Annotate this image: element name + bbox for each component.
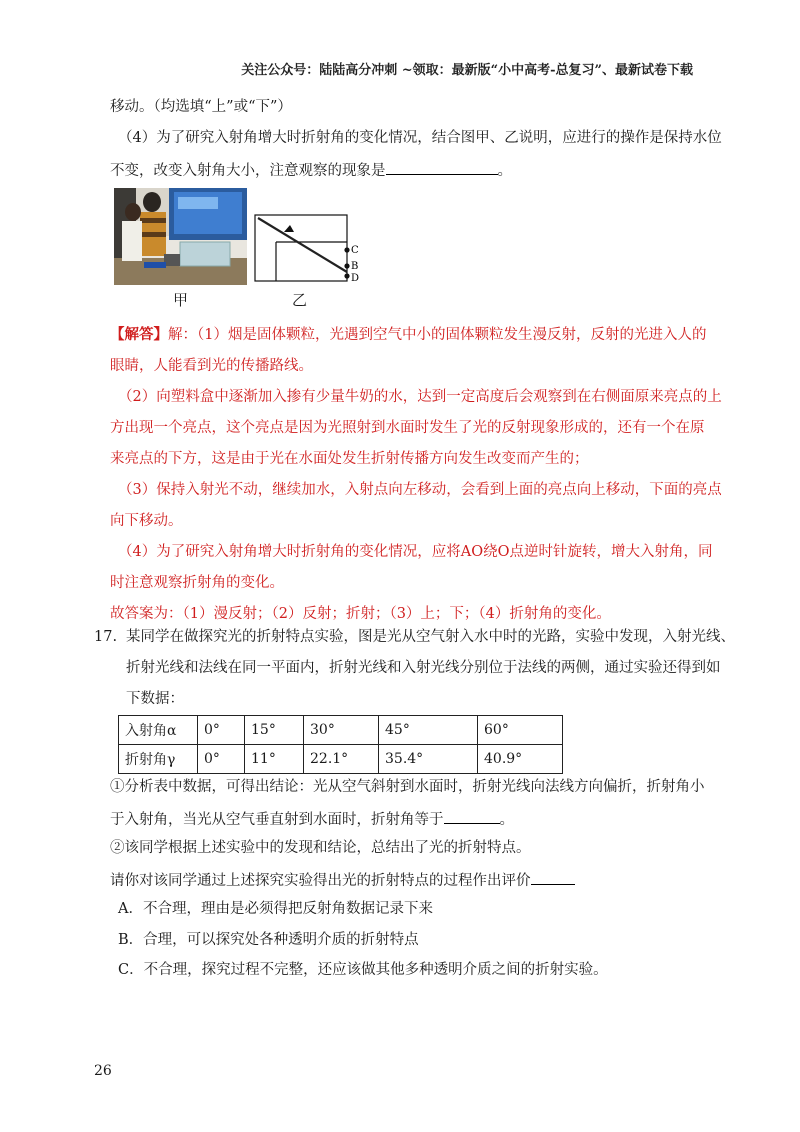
prev-question-part4-line2 [110,159,512,181]
experiment-photo [114,188,247,285]
table-row [119,745,563,774]
answer-blank[interactable] [531,869,575,885]
table-cell: 0° [198,745,245,774]
table-row [119,716,563,745]
table-cell: 45° [379,716,478,745]
answer-p3-line1: （3）保持入射光不动，继续加水，入射点向左移动，会看到上面的亮点向上移动，下面的亮点 [118,482,722,498]
answer-p2-line1: （2）向塑料盒中逐渐加入掺有少量牛奶的水，达到一定高度后会观察到在右侧面原来亮点的上 [118,389,722,405]
label-c: C [351,245,359,256]
caption-yi: 乙 [292,291,308,309]
sub1-line2-prefix: 于入射角，当光从空气垂直射到水面时，折射角等于 [110,812,444,828]
table-cell: 40.9° [478,745,563,774]
sub1-line2-suffix: 。 [499,812,514,828]
part4-line2-prefix: 不变，改变入射角大小，注意观察的现象是 [110,163,386,179]
table-cell: 15° [245,716,304,745]
option-b[interactable]: B．合理，可以探究处各种透明介质的折射特点 [118,932,419,948]
refraction-data-table [118,715,563,774]
q17-sub1-line1: ①分析表中数据，可得出结论：光从空气斜射到水面时，折射光线向法线方向偏折，折射角小 [110,779,705,795]
prev-question-line1: 移动。（均选填“上”或“下”） [110,99,292,115]
table-cell: 0° [198,716,245,745]
answer-p4-line1: （4）为了研究入射角增大时折射角的变化情况，应将AO绕O点逆时针旋转，增大入射角，同 [118,544,713,560]
table-cell: 11° [245,745,304,774]
prev-question-part4-line1: （4）为了研究入射角增大时折射角的变化情况，结合图甲、乙说明，应进行的操作是保持水位 [118,130,722,146]
question-number: 17. [94,629,118,645]
answer-p3-line2: 向下移动。 [110,513,183,529]
caption-jia: 甲 [173,291,189,309]
q17-line3: 下数据： [126,691,184,707]
table-cell: 30° [304,716,379,745]
answer-blank[interactable] [444,808,500,824]
q17-sub2: ②该同学根据上述实验中的发现和结论，总结出了光的折射特点。 [110,840,531,856]
answer-p1-lead: 解：（1）烟是固体颗粒，光遇到空气中小的固体颗粒发生漫反射，反射的光进入人的 [168,327,707,343]
refraction-diagram [254,214,360,288]
answer-p1-line1 [110,325,706,345]
q17-line2: 折射光线和法线在同一平面内，折射光线和入射光线分别位于法线的两侧，通过实验还得到如 [126,660,721,676]
part4-line2-suffix: 。 [497,163,512,179]
q17-sub1-line2 [110,808,514,830]
page-number: 26 [94,1063,112,1079]
answer-final: 故答案为：（1）漫反射；（2）反射；折射；（3）上；下；（4）折射角的变化。 [110,606,611,622]
q17-line1: 某同学在做探究光的折射特点实验，图是光从空气射入水中时的光路，实验中发现，入射光线、 [126,629,735,645]
q17-sub3 [110,869,575,891]
label-b: B [351,261,359,272]
answer-p1-line2: 眼睛，人能看到光的传播路线。 [110,358,313,374]
table-cell: 35.4° [379,745,478,774]
table-cell: 60° [478,716,563,745]
answer-tag: 【解答】 [110,326,168,343]
answer-blank[interactable] [386,159,498,175]
label-d: D [351,273,360,284]
table-cell: 22.1° [304,745,379,774]
answer-p4-line2: 时注意观察折射角的变化。 [110,575,284,591]
page-header: 关注公众号：陆陆高分冲刺 ~领取：最新版“小中高考-总复习”、最新试卷下载 [241,63,693,78]
option-c[interactable]: C．不合理，探究过程不完整，还应该做其他多种透明介质之间的折射实验。 [118,962,608,978]
answer-p2-line3: 来亮点的下方，这是由于光在水面处发生折射传播方向发生改变而产生的； [110,451,589,467]
sub3-text: 请你对该同学通过上述探究实验得出光的折射特点的过程作出评价 [110,873,531,889]
answer-p2-line2: 方出现一个亮点，这个亮点是因为光照射到水面时发生了光的反射现象形成的，还有一个在原 [110,420,705,436]
option-a[interactable]: A．不合理，理由是必须得把反射角数据记录下来 [118,901,433,917]
table-cell: 入射角α [119,716,198,745]
table-cell: 折射角γ [119,745,198,774]
